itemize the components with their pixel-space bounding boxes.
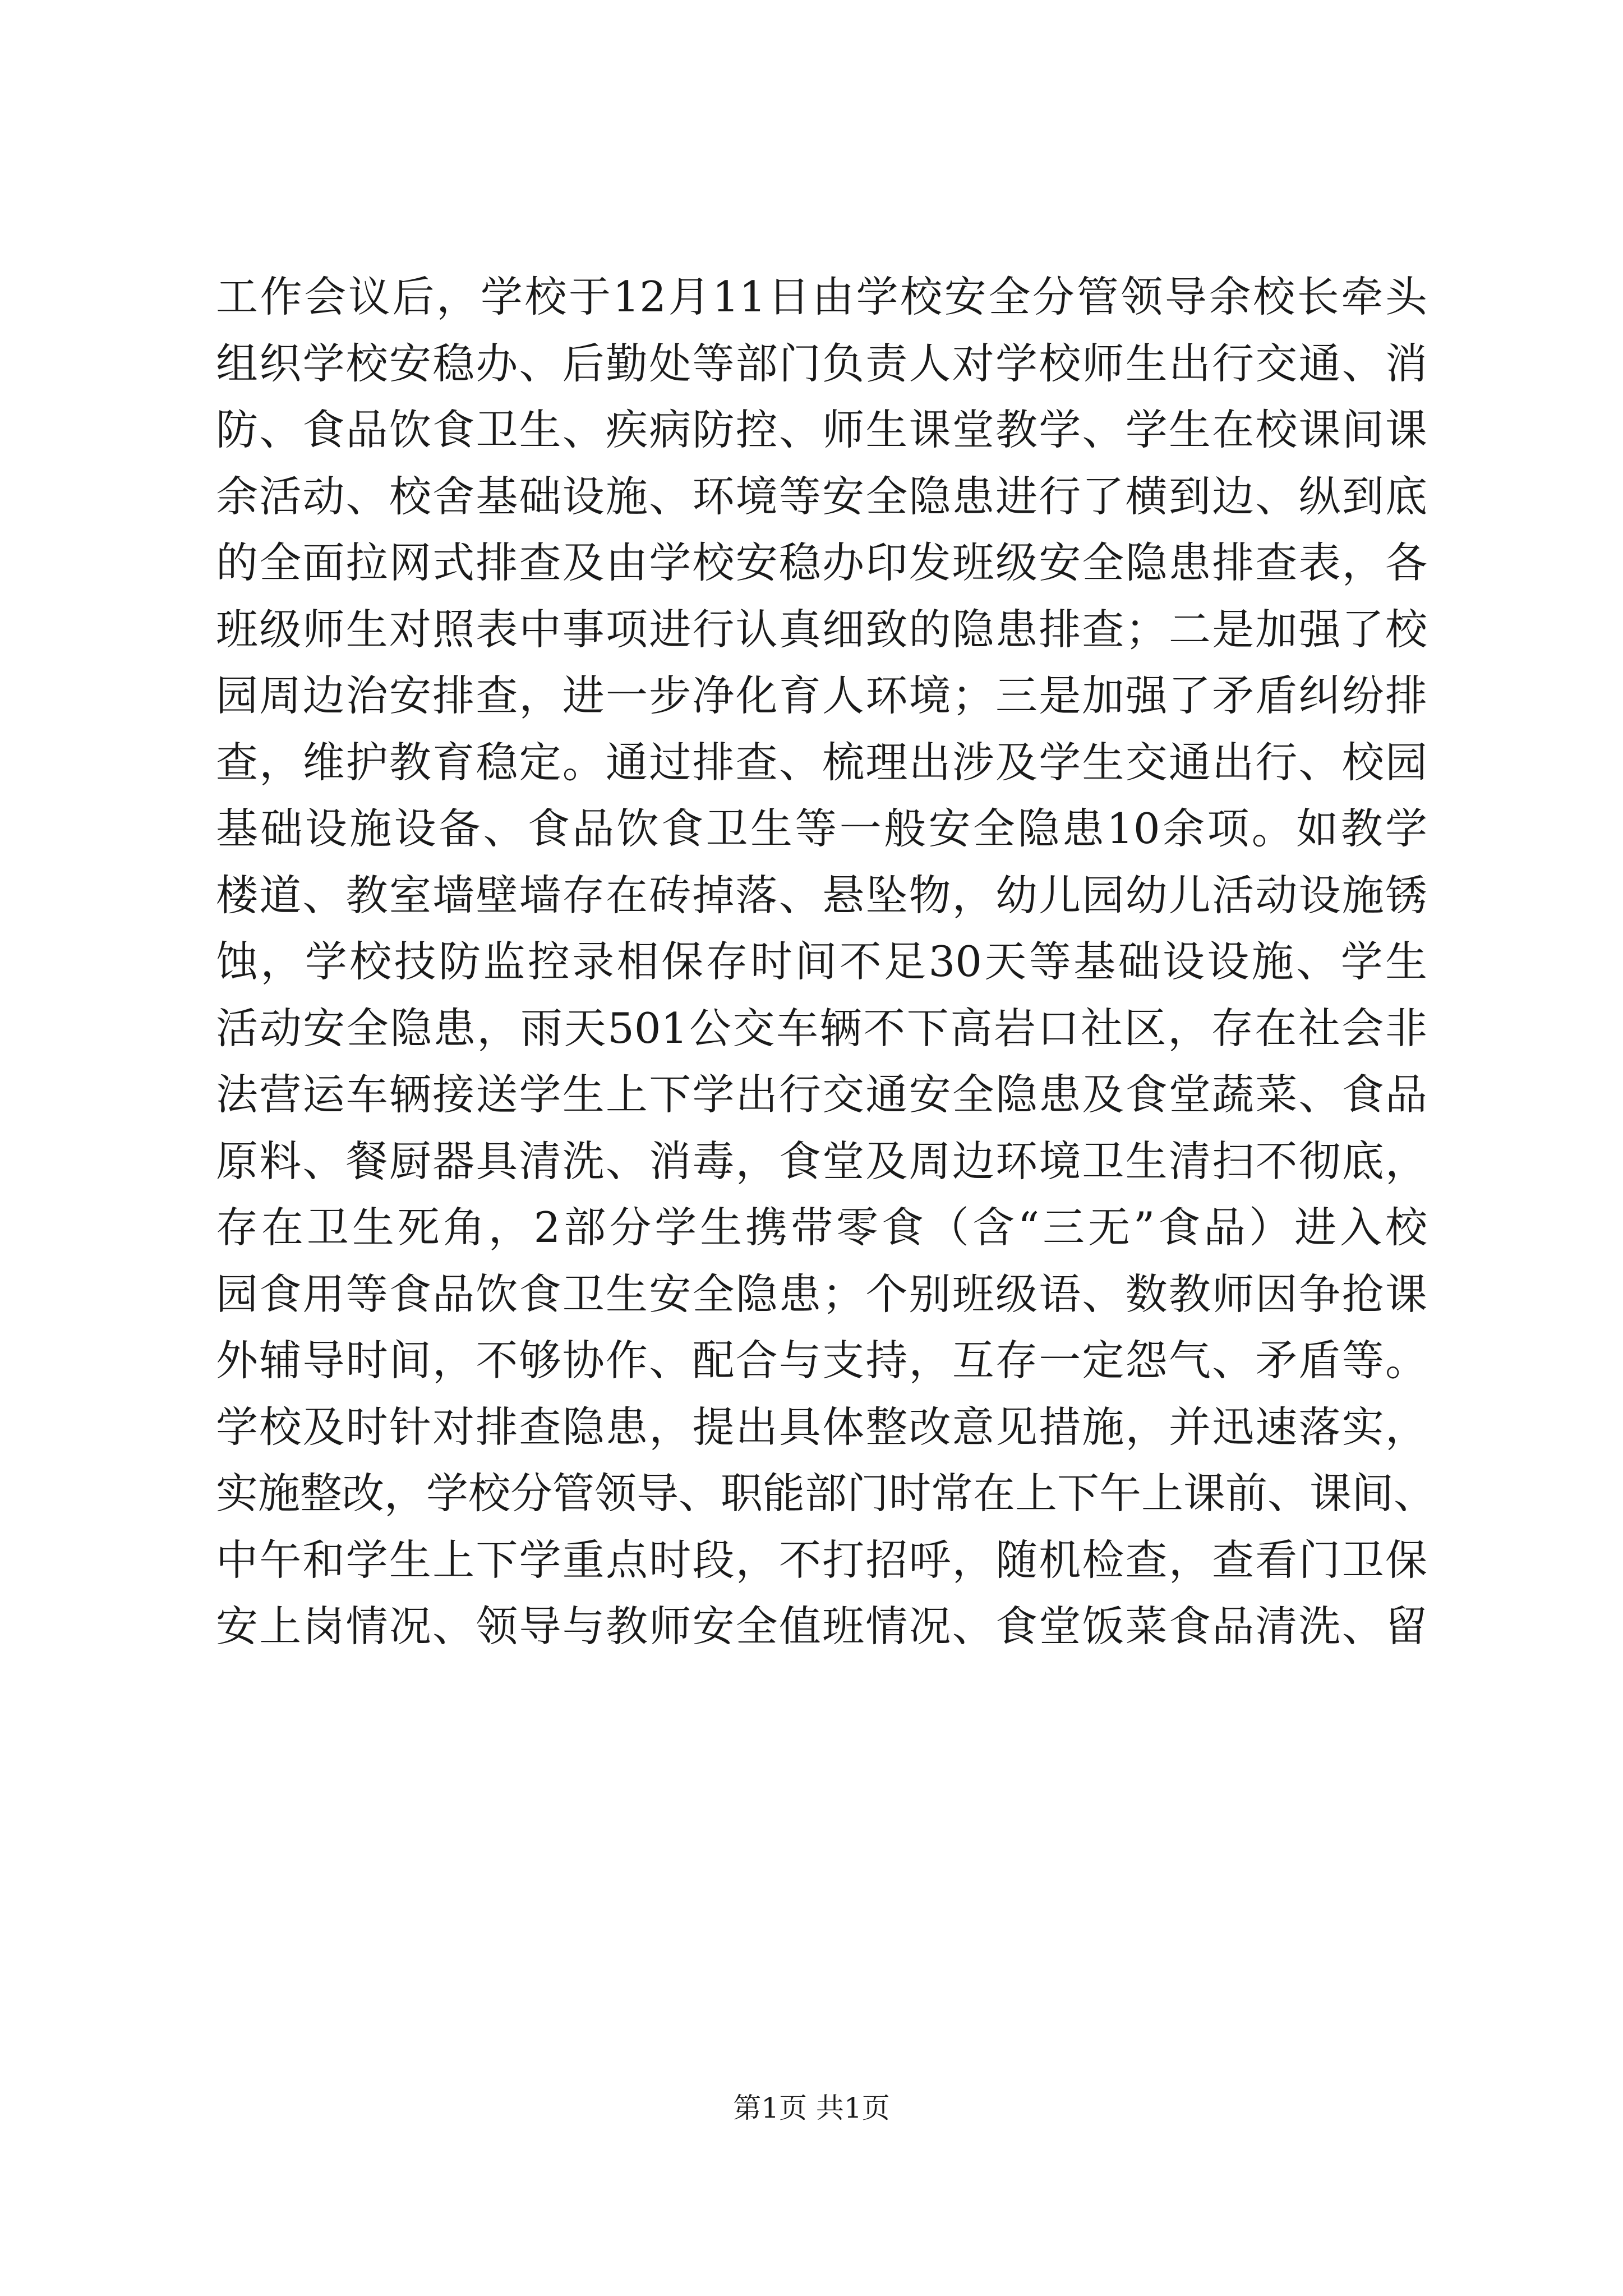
text-line: 法营运车辆接送学生上下学出行交通安全隐患及食堂蔬菜、食品 — [216, 1070, 1427, 1119]
text-line: 组织学校安稳办、后勤处等部门负责人对学校师生出行交通、消 — [216, 338, 1427, 388]
text-line: 工作会议后，学校于12月11日由学校安全分管领导余校长牵头 — [216, 272, 1427, 321]
text-line: 园食用等食品饮食卫生安全隐患；个别班级语、数教师因争抢课 — [216, 1269, 1427, 1319]
text-line: 安上岗情况、领导与教师安全值班情况、食堂饭菜食品清洗、留 — [216, 1602, 1427, 1651]
text-line: 园周边治安排查，进一步净化育人环境；三是加强了矛盾纠纷排 — [216, 671, 1427, 720]
text-line: 楼道、教室墙壁墙存在砖掉落、悬坠物，幼儿园幼儿活动设施锈 — [216, 870, 1427, 920]
text-line: 实施整改，学校分管领导、职能部门时常在上下午上课前、课间、 — [216, 1469, 1436, 1518]
text-line: 防、食品饮食卫生、疾病防控、师生课堂教学、学生在校课间课 — [216, 405, 1427, 454]
body-text — [216, 264, 1450, 1660]
text-line: 蚀，学校技防监控录相保存时间不足30天等基础设设施、学生 — [216, 937, 1427, 986]
text-line: 外辅导时间，不够协作、配合与支持，互存一定怨气、矛盾等。 — [216, 1336, 1427, 1385]
text-line: 活动安全隐患，雨天501公交车辆不下高岩口社区，存在社会非 — [216, 1003, 1427, 1053]
text-line: 学校及时针对排查隐患，提出具体整改意见措施，并迅速落实， — [216, 1402, 1427, 1452]
page-footer: 第1页 共1页 — [733, 2092, 890, 2124]
text-line: 原料、餐厨器具清洗、消毒，食堂及周边环境卫生清扫不彻底， — [216, 1136, 1427, 1186]
text-line: 余活动、校舍基础设施、环境等安全隐患进行了横到边、纵到底 — [216, 471, 1427, 521]
text-line: 班级师生对照表中事项进行认真细致的隐患排查；二是加强了校 — [216, 604, 1427, 654]
text-line: 的全面拉网式排查及由学校安稳办印发班级安全隐患排查表，各 — [216, 538, 1427, 587]
text-line: 基础设施设备、食品饮食卫生等一般安全隐患10余项。如教学 — [216, 804, 1427, 853]
text-line: 查，维护教育稳定。通过排查、梳理出涉及学生交通出行、校园 — [216, 737, 1427, 787]
text-line: 存在卫生死角，2部分学生携带零食（含“三无”食品）进入校 — [216, 1203, 1427, 1252]
text-line: 中午和学生上下学重点时段，不打招呼，随机检查，查看门卫保 — [216, 1535, 1427, 1585]
